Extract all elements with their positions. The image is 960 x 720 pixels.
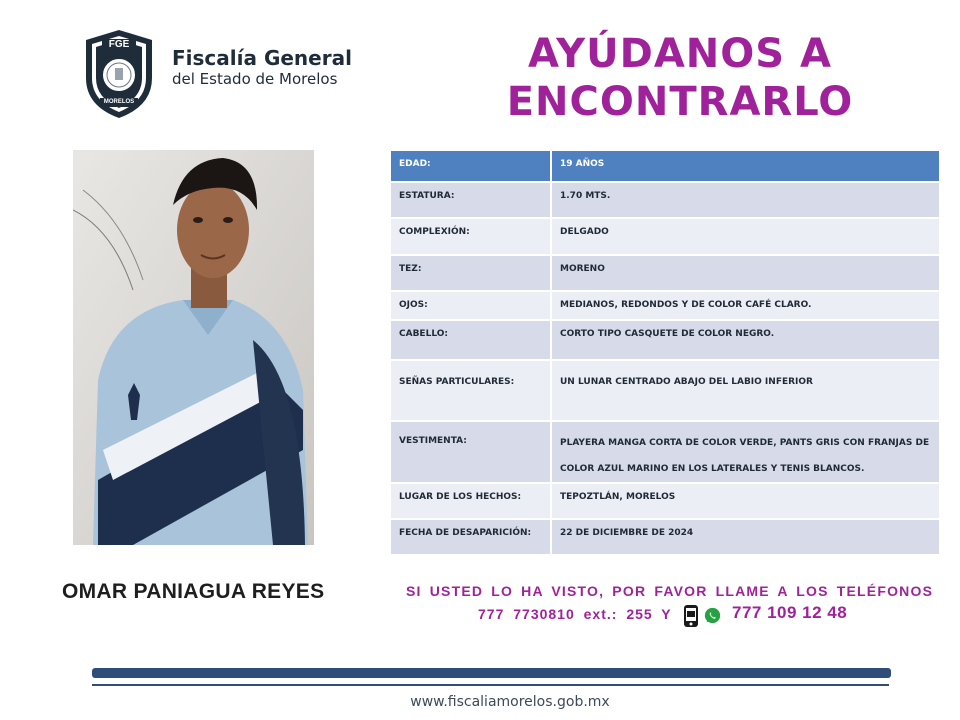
detail-label: COMPLEXIÓN: (390, 218, 551, 255)
headline-line-1: AYÚDANOS A (528, 31, 832, 77)
footer-divider-thin (92, 684, 889, 686)
detail-value: 19 AÑOS (551, 150, 940, 182)
detail-label: CABELLO: (390, 320, 551, 360)
badge-top-text: FGE (108, 39, 130, 50)
table-row (390, 320, 940, 360)
detail-label: EDAD: (390, 150, 551, 182)
detail-label: OJOS: (390, 291, 551, 320)
table-row (390, 218, 940, 255)
detail-label: TEZ: (390, 255, 551, 291)
table-row (390, 360, 940, 421)
footer-divider-thick (92, 668, 891, 678)
table-row (390, 519, 940, 555)
table-row (390, 483, 940, 519)
badge-bottom-text: MORELOS (103, 99, 135, 105)
org-name: Fiscalía General (172, 46, 352, 70)
table-row (390, 255, 940, 291)
headline (470, 30, 890, 126)
detail-value: PLAYERA MANGA CORTA DE COLOR VERDE, PANTS GRIS CON FRANJAS DE COLOR AZUL MARINO EN LOS LATERALES Y TENIS BLANCOS. (551, 421, 940, 483)
detail-value: DELGADO (551, 218, 940, 255)
detail-value: MEDIANOS, REDONDOS Y DE COLOR CAFÉ CLARO. (551, 291, 940, 320)
footer (0, 694, 960, 710)
org-subtitle: del Estado de Morelos (172, 70, 338, 88)
contact-phone-1: 777 7730810 ext.: 255 Y (478, 606, 672, 622)
detail-label: FECHA DE DESAPARICIÓN: (390, 519, 551, 555)
contact-phone-2: 777 109 12 48 (732, 603, 848, 622)
details-table (389, 149, 941, 556)
detail-label: SEÑAS PARTICULARES: (390, 360, 551, 421)
detail-label: VESTIMENTA: (390, 421, 551, 483)
detail-value: TEPOZTLÁN, MORELOS (551, 483, 940, 519)
detail-label: LUGAR DE LOS HECHOS: (390, 483, 551, 519)
table-row (390, 291, 940, 320)
table-row (390, 421, 940, 483)
table-row (390, 182, 940, 218)
detail-value: MORENO (551, 255, 940, 291)
detail-value: 22 DE DICIEMBRE DE 2024 (551, 519, 940, 555)
contact-instruction: SI USTED LO HA VISTO, POR FAVOR LLAME A LOS TELÉFONOS (406, 583, 934, 599)
footer-url[interactable]: www.fiscaliamorelos.gob.mx (410, 694, 610, 710)
detail-value: CORTO TIPO CASQUETE DE COLOR NEGRO. (551, 320, 940, 360)
detail-value: 1.70 MTS. (551, 182, 940, 218)
detail-label: ESTATURA: (390, 182, 551, 218)
headline-line-2: ENCONTRARLO (506, 79, 854, 125)
table-row (390, 150, 940, 182)
whatsapp-icon (704, 607, 721, 624)
person-name: OMAR PANIAGUA REYES (62, 580, 325, 603)
detail-value: UN LUNAR CENTRADO ABAJO DEL LABIO INFERIOR (551, 360, 940, 421)
phone-icon (683, 604, 699, 628)
person-photo (73, 150, 314, 545)
